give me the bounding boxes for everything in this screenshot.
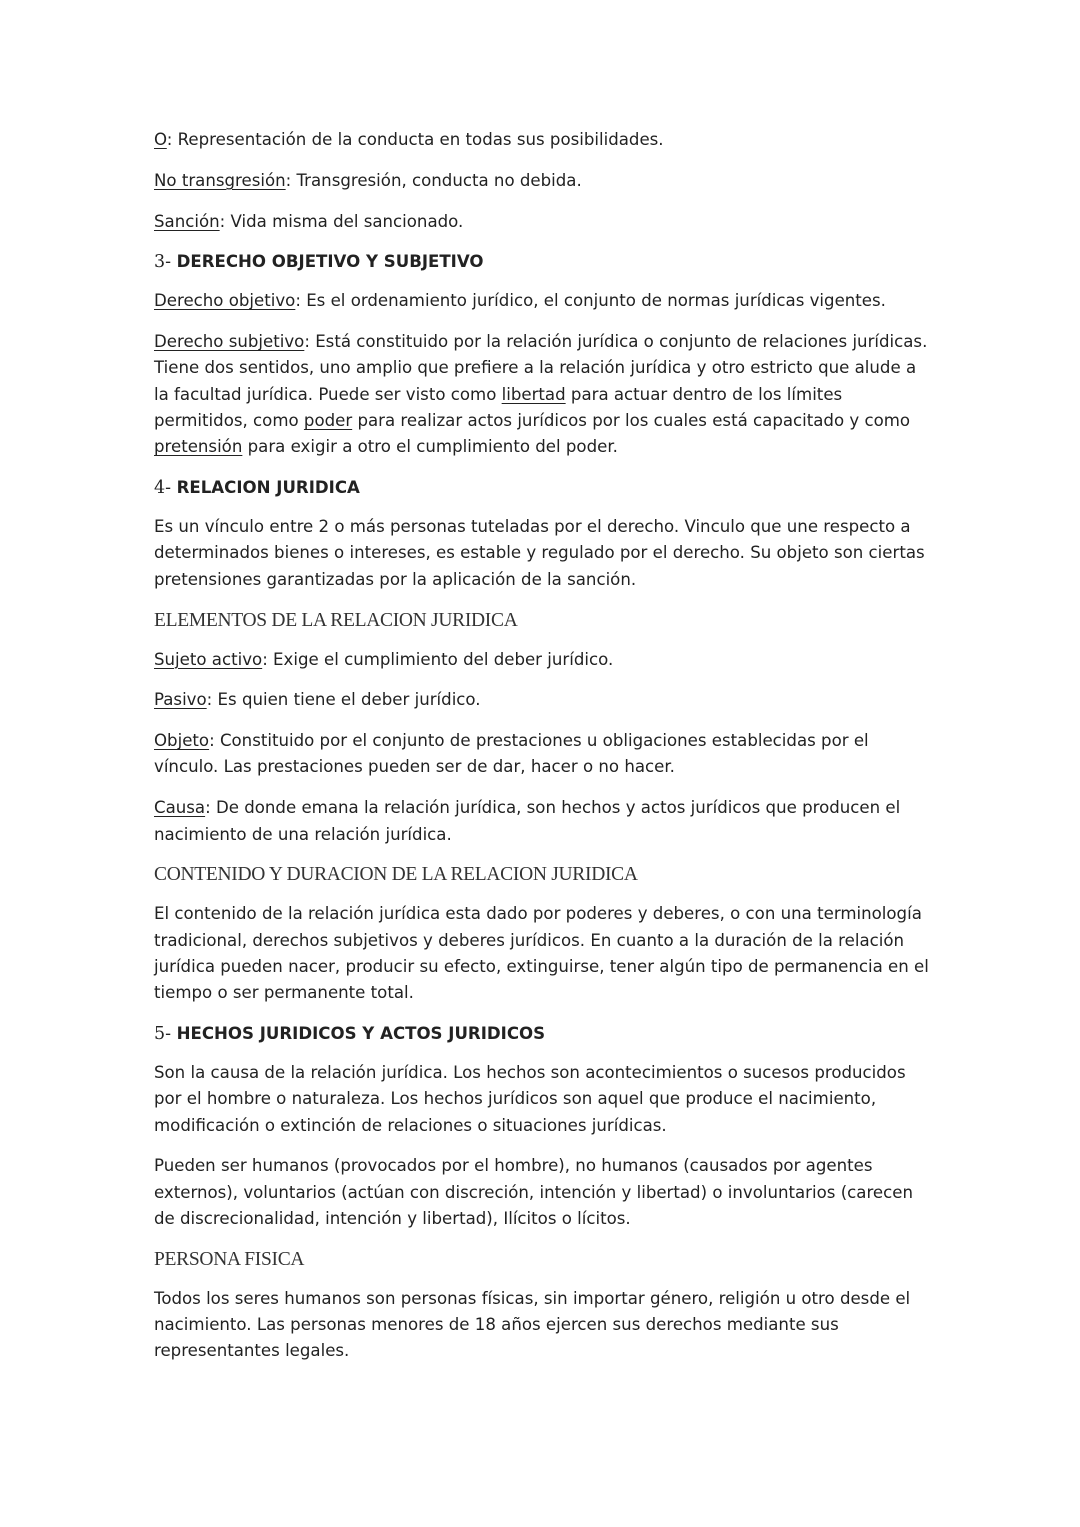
term-libertad: libertad [501, 384, 566, 404]
contenido-heading: CONTENIDO Y DURACION DE LA RELACION JURIDICA [154, 864, 638, 886]
section-4-heading [154, 475, 930, 501]
hechos-paragraph-2: Pueden ser humanos (provocados por el hombre), no humanos (causados por agentes externos), voluntarios (actúan con discreción, intención y libertad) o involuntarios (carecen de discrecionalidad, intención y libertad), Ilícitos o lícitos. [154, 1156, 913, 1229]
definition-no-transgresion [154, 168, 930, 194]
section-3-number: 3- [154, 252, 177, 273]
definition-sancion-text: : Vida misma del sancionado. [219, 211, 464, 231]
term-derecho-subjetivo: Derecho subjetivo [154, 332, 305, 352]
term-objeto: Objeto [154, 731, 210, 751]
persona-fisica-heading: PERSONA FISICA [154, 1248, 305, 1270]
term-no-transgresion: No transgresión [154, 170, 286, 190]
persona-fisica-paragraph: Todos los seres humanos son personas físicas, sin importar género, religión u otro desde el nacimiento. Las personas menores de 18 años ejercen sus derechos mediante sus representantes legales. [154, 1288, 911, 1361]
term-o: O [154, 130, 167, 149]
section-3-heading [154, 249, 930, 275]
contenido-paragraph: El contenido de la relación jurídica esta dado por poderes y deberes, o con una terminología tradicional, derechos subjetivos y deberes jurídicos. En cuanto a la duración de la relación jurídica pueden nacer, producir su efecto, extinguirse, tener algún tipo de permanencia en el tiempo o ser permanente total. [154, 904, 929, 1003]
term-derecho-objetivo: Derecho objetivo [154, 291, 296, 311]
definition-sancion [154, 209, 930, 235]
section-4-title: RELACION JURIDICA [176, 478, 360, 498]
term-sujeto-activo: Sujeto activo [154, 649, 263, 669]
term-sancion: Sanción [154, 211, 220, 231]
term-pasivo: Pasivo [154, 690, 207, 710]
section-4-number: 4- [154, 478, 177, 499]
pasivo-text: : Es quien tiene el deber jurídico. [206, 690, 481, 710]
definition-o-text: : Representación de la conducta en todas sus posibilidades. [166, 130, 664, 149]
derecho-subjetivo-text-c: para realizar actos jurídicos por los cuales está capacitado y como [352, 411, 911, 431]
section-5-heading [154, 1021, 930, 1047]
term-pretension: pretensión [154, 437, 243, 457]
relacion-juridica-intro: Es un vínculo entre 2 o más personas tuteladas por el derecho. Vinculo que une respecto a determinados bienes o intereses, es estable y regulado por el derecho. Su objeto son ciertas pretensiones garantizadas por la aplicación de la sanción. [154, 517, 925, 589]
derecho-objetivo-paragraph [154, 288, 930, 314]
definition-o [154, 127, 930, 153]
term-causa: Causa [154, 798, 206, 818]
elemento-causa [154, 795, 930, 848]
section-3-title: DERECHO OBJETIVO Y SUBJETIVO [176, 252, 484, 272]
derecho-subjetivo-text-a: : Está constituido por la relación jurídica o conjunto de relaciones jurídicas. Tiene dos sentidos, uno amplio que prefiere a la relación jurídica y otro estricto que alude a la facultad jurídica. Puede ser visto como [154, 332, 928, 404]
definition-no-transgresion-text: : Transgresión, conducta no debida. [285, 170, 582, 190]
elementos-heading: ELEMENTOS DE LA RELACION JURIDICA [154, 609, 518, 631]
elemento-objeto [154, 728, 930, 781]
derecho-subjetivo-text-b: para actuar dentro de los límites permitidos, como [154, 384, 843, 431]
causa-text: : De donde emana la relación jurídica, son hechos y actos jurídicos que producen el nacimiento de una relación jurídica. [154, 798, 901, 844]
derecho-subjetivo-paragraph [154, 329, 930, 460]
derecho-objetivo-text: : Es el ordenamiento jurídico, el conjunto de normas jurídicas vigentes. [295, 291, 886, 311]
section-5-number: 5- [154, 1024, 177, 1045]
derecho-subjetivo-text-d: para exigir a otro el cumplimiento del poder. [242, 437, 618, 457]
sujeto-activo-text: : Exige el cumplimiento del deber jurídico. [262, 649, 614, 669]
elemento-sujeto-activo [154, 647, 930, 673]
objeto-text: : Constituido por el conjunto de prestaciones u obligaciones establecidas por el vínculo. Las prestaciones pueden ser de dar, hacer o no hacer. [154, 731, 869, 777]
hechos-paragraph-1: Son la causa de la relación jurídica. Los hechos son acontecimientos o sucesos producidos por el hombre o naturaleza. Los hechos jurídicos son aquel que produce el nacimiento, modificación o extinción de relaciones o situaciones jurídicas. [154, 1063, 906, 1135]
elemento-pasivo [154, 687, 930, 713]
term-poder: poder [303, 411, 353, 431]
section-5-title: HECHOS JURIDICOS Y ACTOS JURIDICOS [176, 1024, 546, 1044]
